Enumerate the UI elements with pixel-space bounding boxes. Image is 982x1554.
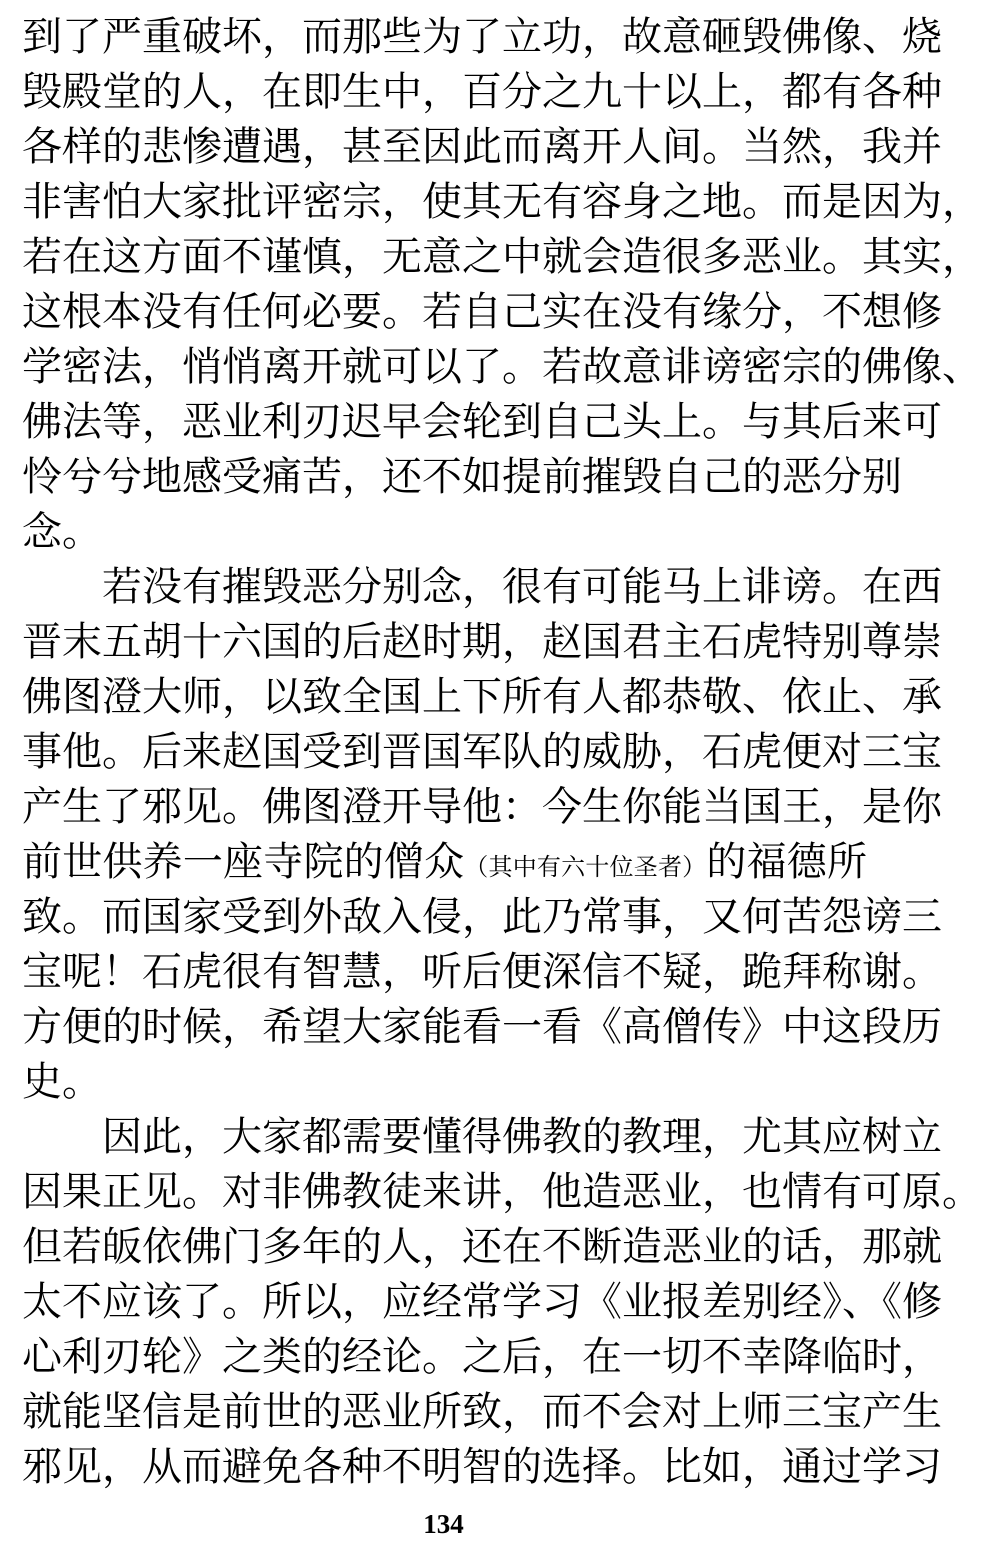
book-page [22,10,982,1495]
text-line: 心利刃轮》之类的经论。之后，在一切不幸降临时， [22,1334,942,1380]
text-line: 非害怕大家批评密宗，使其无有容身之地。而是因为， [22,179,982,225]
text-line: 因果正见。对非佛教徒来讲，他造恶业，也情有可原。 [22,1169,982,1215]
text-line: 但若皈依佛门多年的人，还在不断造恶业的话，那就 [22,1224,942,1270]
text-line: 邪见，从而避免各种不明智的选择。比如，通过学习 [22,1444,942,1490]
text-line: 产生了邪见。佛图澄开导他：今生你能当国王，是你 [22,784,942,830]
paragraph-3 [22,1110,982,1495]
text-line [22,835,867,890]
text-line: 太不应该了。所以，应经常学习《业报差别经》、《修 [22,1279,942,1325]
text-line: 佛法等，恶业利刃迟早会轮到自己头上。与其后来可 [22,399,942,445]
text-line: 因此，大家都需要懂得佛教的教理，尤其应树立 [102,1114,942,1160]
text-line: 晋末五胡十六国的后赵时期，赵国君主石虎特别尊崇 [22,619,942,665]
text-line: 念。 [22,509,102,555]
paragraph-1 [22,10,982,560]
text-line: 宝呢！石虎很有智慧，听后便深信不疑，跪拜称谢。 [22,949,942,995]
text-line: 这根本没有任何必要。若自己实在没有缘分，不想修 [22,289,942,335]
text-line: 佛图澄大师，以致全国上下所有人都恭敬、依止、承 [22,674,942,720]
text-line: 学密法，悄悄离开就可以了。若故意诽谤密宗的佛像、 [22,344,982,390]
inline-note: （其中有六十位圣者） [464,853,707,881]
text-line: 若在这方面不谨慎，无意之中就会造很多恶业。其实， [22,234,982,280]
text-line: 各样的悲惨遭遇，甚至因此而离开人间。当然，我并 [22,124,942,170]
text-line: 怜兮兮地感受痛苦，还不如提前摧毁自己的恶分别 [22,454,902,500]
text-line: 若没有摧毁恶分别念，很有可能马上诽谤。在西 [102,564,942,610]
text-line: 就能坚信是前世的恶业所致，而不会对上师三宝产生 [22,1389,942,1435]
text-line: 方便的时候，希望大家能看一看《高僧传》中这段历 [22,1004,942,1050]
text-line: 事他。后来赵国受到晋国军队的威胁，石虎便对三宝 [22,729,942,775]
page-number: 134 [423,1509,464,1539]
paragraph-2 [22,560,942,1110]
text-line: 毁殿堂的人，在即生中，百分之九十以上，都有各种 [22,69,942,115]
text-line: 致。而国家受到外敌入侵，此乃常事，又何苦怨谤三 [22,894,942,940]
text-segment: 前世供养一座寺院的僧众 [22,839,465,885]
text-line: 史。 [22,1059,102,1105]
text-line: 到了严重破坏，而那些为了立功，故意砸毁佛像、烧 [22,14,942,60]
text-segment: 的福德所 [706,839,868,885]
